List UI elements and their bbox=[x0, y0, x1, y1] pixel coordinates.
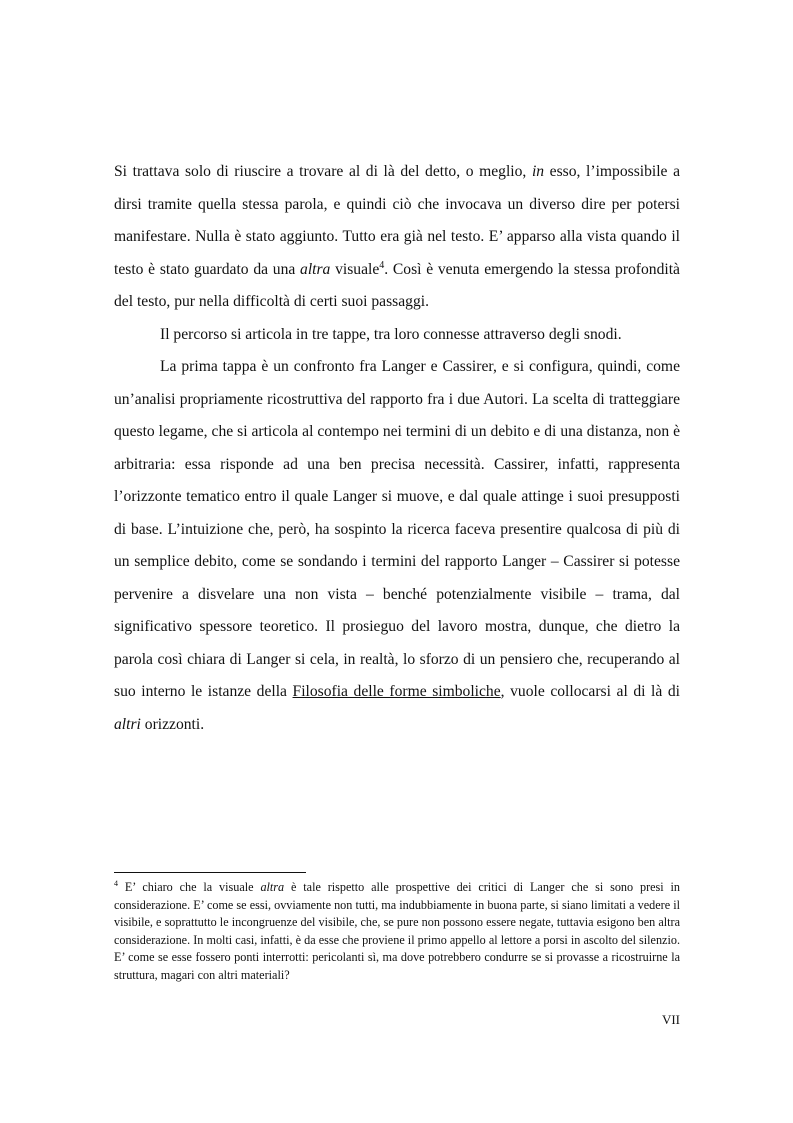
page-number: VII bbox=[661, 1012, 680, 1027]
book-title: Filosofia delle forme simboliche bbox=[292, 683, 501, 700]
footnote-emphasis: altra bbox=[260, 880, 285, 894]
paragraph-3: La prima tappa è un confronto fra Langer e Cassirer, e si configura, quindi, come un’analisi propriamente ricostruttiva del rapporto fra i due Autori. La scelta di tratteggiare questo legame, che si articola al contempo nei termini di un debito e di una distanza, non è arbitraria: essa risponde ad una ben precisa necessità. Cassirer, infatti, rappresenta l’orizzonte tematico entro il quale Langer si muove, e dal quale attinge i suoi presupposti di base. L’intuizione che, però, ha sospinto la ricerca faceva presentire qualcosa di più di un semplice debito, come se sondando i termini del rapporto Langer – Cassirer si potesse pervenire a disvelare una non vista – benché potenzialmente visibile – trama, dal significativo spessore teoretico. Il prosieguo del lavoro mostra, dunque, che dietro la parola così chiara di Langer si cela, in realtà, lo sforzo di un pensiero che, recuperando al suo interno le istanze della Filosofia delle forme simboliche, vuole collocarsi al di là di altri orizzonti. bbox=[114, 358, 680, 733]
emphasis-in: in bbox=[531, 163, 545, 180]
emphasis-altri: altri bbox=[114, 715, 141, 733]
paragraph-1: Si trattava solo di riuscire a trovare al di là del detto, o meglio, in esso, l’impossibile a dirsi tramite quella stessa parola, e quindi ciò che invocava un diverso dire per potersi manifestare. Nulla è stato aggiunto. Tutto era già nel testo. E’ apparso alla vista quando il testo è stato guardato da una altra visuale$^4$. Così è venuta emergendo la stessa profondità del testo, pur nella difficoltà di certi suoi passaggi. bbox=[114, 163, 680, 310]
footnote-ref-4[interactable]: 4 bbox=[379, 259, 385, 271]
main-text bbox=[114, 156, 680, 741]
footnote-4: $^4$ E’ chiaro che la visuale altra è tale rispetto alle prospettive dei critici di Langer che si sono presi in considerazione. E’ come se essi, ovviamente non tutti, ma indubbiamente in buona parte, si siano limitati a vedere il visibile, e soprattutto le incongruenze del visibile, che, se pure non possono essere negate, tuttavia esigono ben altra considerazione. In molti casi, infatti, è da esse che proviene il primo appello al lettore a porsi in ascolto del silenzio. E’ come se esse fossero ponti interrotti: pericolanti sì, ma dove potrebbero condurre se si provasse a ricostruirne la struttura, magari con altri materiali? bbox=[114, 878, 680, 982]
footnote-number: 4 bbox=[114, 878, 118, 888]
footnote-separator bbox=[114, 872, 306, 873]
paragraph-2: Il percorso si articola in tre tappe, tra loro connesse attraverso degli snodi. bbox=[160, 325, 622, 343]
emphasis-altra: altra bbox=[300, 260, 331, 278]
